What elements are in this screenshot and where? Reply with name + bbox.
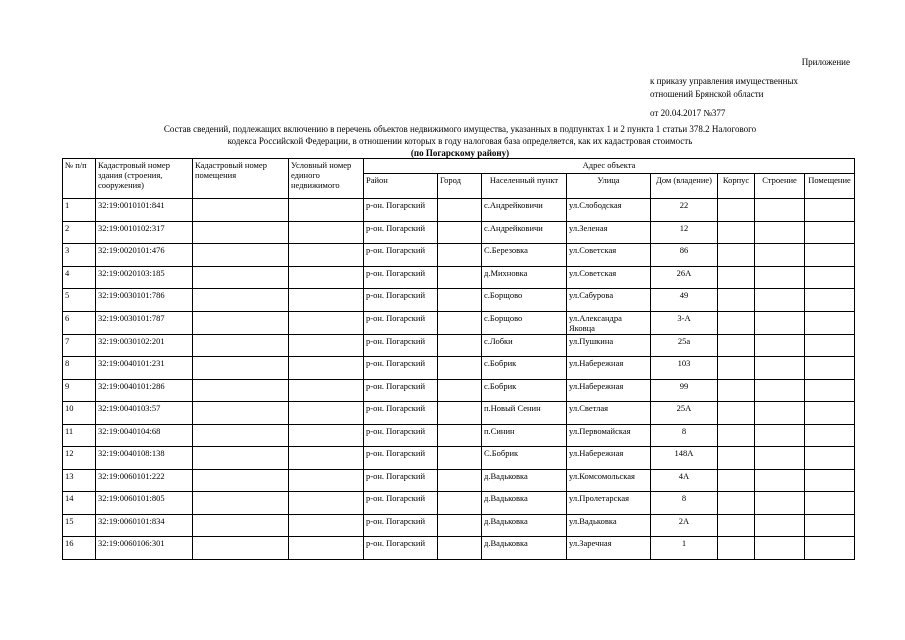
cell-num: 11	[63, 424, 96, 447]
cell-building-cadastral: 32:19:0030101:787	[96, 311, 193, 334]
cell-complex-number	[289, 447, 364, 470]
cell-room	[805, 447, 855, 470]
cell-house: 4А	[651, 469, 718, 492]
cell-street: ул.Зеленая	[567, 221, 651, 244]
cell-complex-number	[289, 266, 364, 289]
cell-num: 12	[63, 447, 96, 470]
cell-locality: с.Борщово	[482, 311, 567, 334]
cell-locality: с.Андрейковичи	[482, 199, 567, 222]
cell-house: 25А	[651, 402, 718, 425]
cell-room	[805, 244, 855, 267]
cell-district: р-он. Погарский	[364, 469, 438, 492]
cell-city	[438, 379, 482, 402]
cell-room	[805, 492, 855, 515]
cell-structure	[755, 244, 805, 267]
cell-building-cadastral: 32:19:0040103:57	[96, 402, 193, 425]
table-row	[63, 221, 855, 244]
cell-house: 22	[651, 199, 718, 222]
cell-korpus	[718, 244, 755, 267]
cell-premises-cadastral	[193, 334, 289, 357]
cell-structure	[755, 221, 805, 244]
cell-street: ул.Советская	[567, 266, 651, 289]
cell-korpus	[718, 514, 755, 537]
appendix-department-line: отношений Брянской области	[650, 89, 764, 100]
cell-premises-cadastral	[193, 492, 289, 515]
table-row	[63, 514, 855, 537]
cell-complex-number	[289, 357, 364, 380]
cell-locality: С.Березовка	[482, 244, 567, 267]
cell-street: ул.Слободская	[567, 199, 651, 222]
cell-room	[805, 311, 855, 334]
cell-district: р-он. Погарский	[364, 514, 438, 537]
header-complex-number: Условный номер единого недвижимого	[289, 159, 364, 199]
cell-building-cadastral: 32:19:0040101:231	[96, 357, 193, 380]
cell-street: ул.Пролетарская	[567, 492, 651, 515]
cell-building-cadastral: 32:19:0030101:786	[96, 289, 193, 312]
cell-city	[438, 221, 482, 244]
header-num: № п/п	[63, 159, 96, 199]
cell-house: 99	[651, 379, 718, 402]
cell-city	[438, 289, 482, 312]
cell-korpus	[718, 289, 755, 312]
cell-city	[438, 311, 482, 334]
cell-complex-number	[289, 469, 364, 492]
cell-korpus	[718, 379, 755, 402]
cell-street: ул.Сабурова	[567, 289, 651, 312]
cell-num: 7	[63, 334, 96, 357]
cell-complex-number	[289, 221, 364, 244]
cell-room	[805, 357, 855, 380]
cell-num: 14	[63, 492, 96, 515]
cell-room	[805, 334, 855, 357]
cell-house: 26А	[651, 266, 718, 289]
table-row	[63, 379, 855, 402]
table-row	[63, 334, 855, 357]
cell-premises-cadastral	[193, 289, 289, 312]
cell-korpus	[718, 199, 755, 222]
cell-locality: д.Михновка	[482, 266, 567, 289]
cell-district: р-он. Погарский	[364, 311, 438, 334]
cell-room	[805, 199, 855, 222]
table-row	[63, 266, 855, 289]
cell-street: ул.Набережная	[567, 357, 651, 380]
table-row	[63, 424, 855, 447]
cell-street: ул.Набережная	[567, 379, 651, 402]
cell-complex-number	[289, 311, 364, 334]
cell-street: ул.Советская	[567, 244, 651, 267]
cell-building-cadastral: 32:19:0040101:286	[96, 379, 193, 402]
cell-num: 3	[63, 244, 96, 267]
cell-structure	[755, 402, 805, 425]
table-row	[63, 469, 855, 492]
header-street: Улица	[567, 174, 651, 199]
table-row	[63, 447, 855, 470]
cell-street: ул.Первомайская	[567, 424, 651, 447]
cell-house: 8	[651, 424, 718, 447]
cell-house: 1	[651, 537, 718, 560]
cell-house: 8	[651, 492, 718, 515]
cell-district: р-он. Погарский	[364, 221, 438, 244]
cell-room	[805, 402, 855, 425]
cell-complex-number	[289, 379, 364, 402]
header-address: Адрес объекта	[364, 159, 855, 174]
cell-complex-number	[289, 244, 364, 267]
cell-building-cadastral: 32:19:0060101:834	[96, 514, 193, 537]
cell-structure	[755, 492, 805, 515]
cell-korpus	[718, 334, 755, 357]
cell-structure	[755, 514, 805, 537]
cell-district: р-он. Погарский	[364, 244, 438, 267]
cell-premises-cadastral	[193, 266, 289, 289]
cell-num: 9	[63, 379, 96, 402]
header-korpus: Корпус	[718, 174, 755, 199]
cell-num: 5	[63, 289, 96, 312]
cell-city	[438, 514, 482, 537]
cell-structure	[755, 379, 805, 402]
header-house: Дом (владение)	[651, 174, 718, 199]
cell-premises-cadastral	[193, 402, 289, 425]
header-structure: Строение	[755, 174, 805, 199]
cell-room	[805, 266, 855, 289]
cell-premises-cadastral	[193, 469, 289, 492]
cell-premises-cadastral	[193, 447, 289, 470]
cell-room	[805, 289, 855, 312]
appendix-block	[650, 56, 880, 120]
cell-korpus	[718, 469, 755, 492]
cell-korpus	[718, 537, 755, 560]
title-line-2: кодекса Российской Федерации, в отношении которых в году налоговая база определяется, как их кадастровая стоимость	[227, 136, 693, 147]
cell-premises-cadastral	[193, 311, 289, 334]
header-room: Помещение	[805, 174, 855, 199]
cell-city	[438, 447, 482, 470]
table-row	[63, 537, 855, 560]
cell-korpus	[718, 357, 755, 380]
cell-structure	[755, 334, 805, 357]
cell-korpus	[718, 221, 755, 244]
cell-city	[438, 424, 482, 447]
cell-structure	[755, 311, 805, 334]
cell-room	[805, 469, 855, 492]
cell-locality: д.Вадьковка	[482, 537, 567, 560]
cell-building-cadastral: 32:19:0060101:805	[96, 492, 193, 515]
cell-building-cadastral: 32:19:0020103:185	[96, 266, 193, 289]
cell-city	[438, 402, 482, 425]
cell-num: 13	[63, 469, 96, 492]
cell-city	[438, 334, 482, 357]
cell-num: 16	[63, 537, 96, 560]
title-district: (по Погарскому району)	[410, 148, 510, 159]
cell-structure	[755, 289, 805, 312]
cell-city	[438, 244, 482, 267]
cell-district: р-он. Погарский	[364, 289, 438, 312]
header-locality: Населенный пункт	[482, 174, 567, 199]
cell-complex-number	[289, 424, 364, 447]
cell-city	[438, 266, 482, 289]
cell-street: ул.Комсомольская	[567, 469, 651, 492]
cell-city	[438, 357, 482, 380]
cell-korpus	[718, 447, 755, 470]
cell-house: 86	[651, 244, 718, 267]
cell-korpus	[718, 266, 755, 289]
cell-structure	[755, 199, 805, 222]
table-row	[63, 199, 855, 222]
cell-complex-number	[289, 402, 364, 425]
cell-structure	[755, 357, 805, 380]
cell-building-cadastral: 32:19:0010101:841	[96, 199, 193, 222]
cell-korpus	[718, 492, 755, 515]
header-premises-cadastral: Кадастровый номер помещения	[193, 159, 289, 199]
cell-building-cadastral: 32:19:0060101:222	[96, 469, 193, 492]
cell-locality: с.Андрейковичи	[482, 221, 567, 244]
document-title	[110, 123, 810, 159]
cell-room	[805, 514, 855, 537]
cell-district: р-он. Погарский	[364, 266, 438, 289]
cell-num: 4	[63, 266, 96, 289]
cell-district: р-он. Погарский	[364, 447, 438, 470]
cell-locality: С.Бобрик	[482, 447, 567, 470]
cell-building-cadastral: 32:19:0010102:317	[96, 221, 193, 244]
cell-structure	[755, 266, 805, 289]
cell-locality: с.Бобрик	[482, 379, 567, 402]
cell-complex-number	[289, 492, 364, 515]
cell-street: ул.Заречная	[567, 537, 651, 560]
cell-city	[438, 492, 482, 515]
cell-korpus	[718, 402, 755, 425]
cell-building-cadastral: 32:19:0040104:68	[96, 424, 193, 447]
cell-locality: с.Лобки	[482, 334, 567, 357]
cell-num: 2	[63, 221, 96, 244]
cell-korpus	[718, 311, 755, 334]
table-row	[63, 402, 855, 425]
cell-premises-cadastral	[193, 514, 289, 537]
cell-district: р-он. Погарский	[364, 357, 438, 380]
title-line-1: Состав сведений, подлежащих включению в перечень объектов недвижимого имущества, указанных в подпунктах 1 и 2 пункта 1 статьи 378.2 Налогового	[163, 124, 757, 134]
cell-structure	[755, 424, 805, 447]
cell-room	[805, 221, 855, 244]
appendix-date-line: от 20.04.2017 №377	[650, 108, 726, 119]
cell-district: р-он. Погарский	[364, 379, 438, 402]
cell-street: ул.Пушкина	[567, 334, 651, 357]
cell-city	[438, 469, 482, 492]
cell-premises-cadastral	[193, 537, 289, 560]
cell-locality: д.Вадьковка	[482, 469, 567, 492]
cell-street: ул.Вадьковка	[567, 514, 651, 537]
cell-building-cadastral: 32:19:0030102:201	[96, 334, 193, 357]
cell-locality: д.Вадьковка	[482, 492, 567, 515]
cell-house: 148А	[651, 447, 718, 470]
cell-house: 49	[651, 289, 718, 312]
header-district: Район	[364, 174, 438, 199]
cell-building-cadastral: 32:19:0020101:476	[96, 244, 193, 267]
cell-street: ул.Набережная	[567, 447, 651, 470]
header-city: Город	[438, 174, 482, 199]
cell-num: 15	[63, 514, 96, 537]
header-building-cadastral: Кадастровый номер здания (строения, сооружения)	[96, 159, 193, 199]
cell-house: 3-А	[651, 311, 718, 334]
cell-locality: п.Синин	[482, 424, 567, 447]
cell-num: 8	[63, 357, 96, 380]
appendix-order-line: к приказу управления имущественных	[650, 76, 799, 87]
cell-complex-number	[289, 199, 364, 222]
property-table	[62, 158, 855, 560]
cell-district: р-он. Погарский	[364, 424, 438, 447]
cell-num: 1	[63, 199, 96, 222]
cell-locality: п.Новый Сенин	[482, 402, 567, 425]
cell-city	[438, 199, 482, 222]
table-row	[63, 311, 855, 334]
cell-structure	[755, 469, 805, 492]
cell-house: 25а	[651, 334, 718, 357]
cell-district: р-он. Погарский	[364, 402, 438, 425]
cell-premises-cadastral	[193, 199, 289, 222]
cell-street: ул.Светлая	[567, 402, 651, 425]
cell-premises-cadastral	[193, 357, 289, 380]
cell-room	[805, 424, 855, 447]
table-row	[63, 492, 855, 515]
cell-city	[438, 537, 482, 560]
table-row	[63, 244, 855, 267]
appendix-label: Приложение	[801, 57, 850, 67]
cell-building-cadastral: 32:19:0040108:138	[96, 447, 193, 470]
cell-premises-cadastral	[193, 221, 289, 244]
cell-complex-number	[289, 289, 364, 312]
cell-complex-number	[289, 334, 364, 357]
cell-structure	[755, 447, 805, 470]
cell-street: ул.Александра Яковца	[567, 311, 651, 334]
table-row	[63, 357, 855, 380]
cell-room	[805, 379, 855, 402]
cell-num: 6	[63, 311, 96, 334]
cell-house: 103	[651, 357, 718, 380]
cell-building-cadastral: 32:19:0060106:301	[96, 537, 193, 560]
cell-num: 10	[63, 402, 96, 425]
cell-district: р-он. Погарский	[364, 492, 438, 515]
cell-district: р-он. Погарский	[364, 537, 438, 560]
table-row	[63, 289, 855, 312]
cell-premises-cadastral	[193, 379, 289, 402]
cell-house: 12	[651, 221, 718, 244]
cell-premises-cadastral	[193, 244, 289, 267]
cell-locality: с.Бобрик	[482, 357, 567, 380]
cell-complex-number	[289, 514, 364, 537]
cell-complex-number	[289, 537, 364, 560]
cell-house: 2А	[651, 514, 718, 537]
cell-district: р-он. Погарский	[364, 199, 438, 222]
cell-korpus	[718, 424, 755, 447]
cell-locality: д.Вадьковка	[482, 514, 567, 537]
cell-room	[805, 537, 855, 560]
cell-premises-cadastral	[193, 424, 289, 447]
cell-locality: с.Борщово	[482, 289, 567, 312]
cell-structure	[755, 537, 805, 560]
cell-district: р-он. Погарский	[364, 334, 438, 357]
